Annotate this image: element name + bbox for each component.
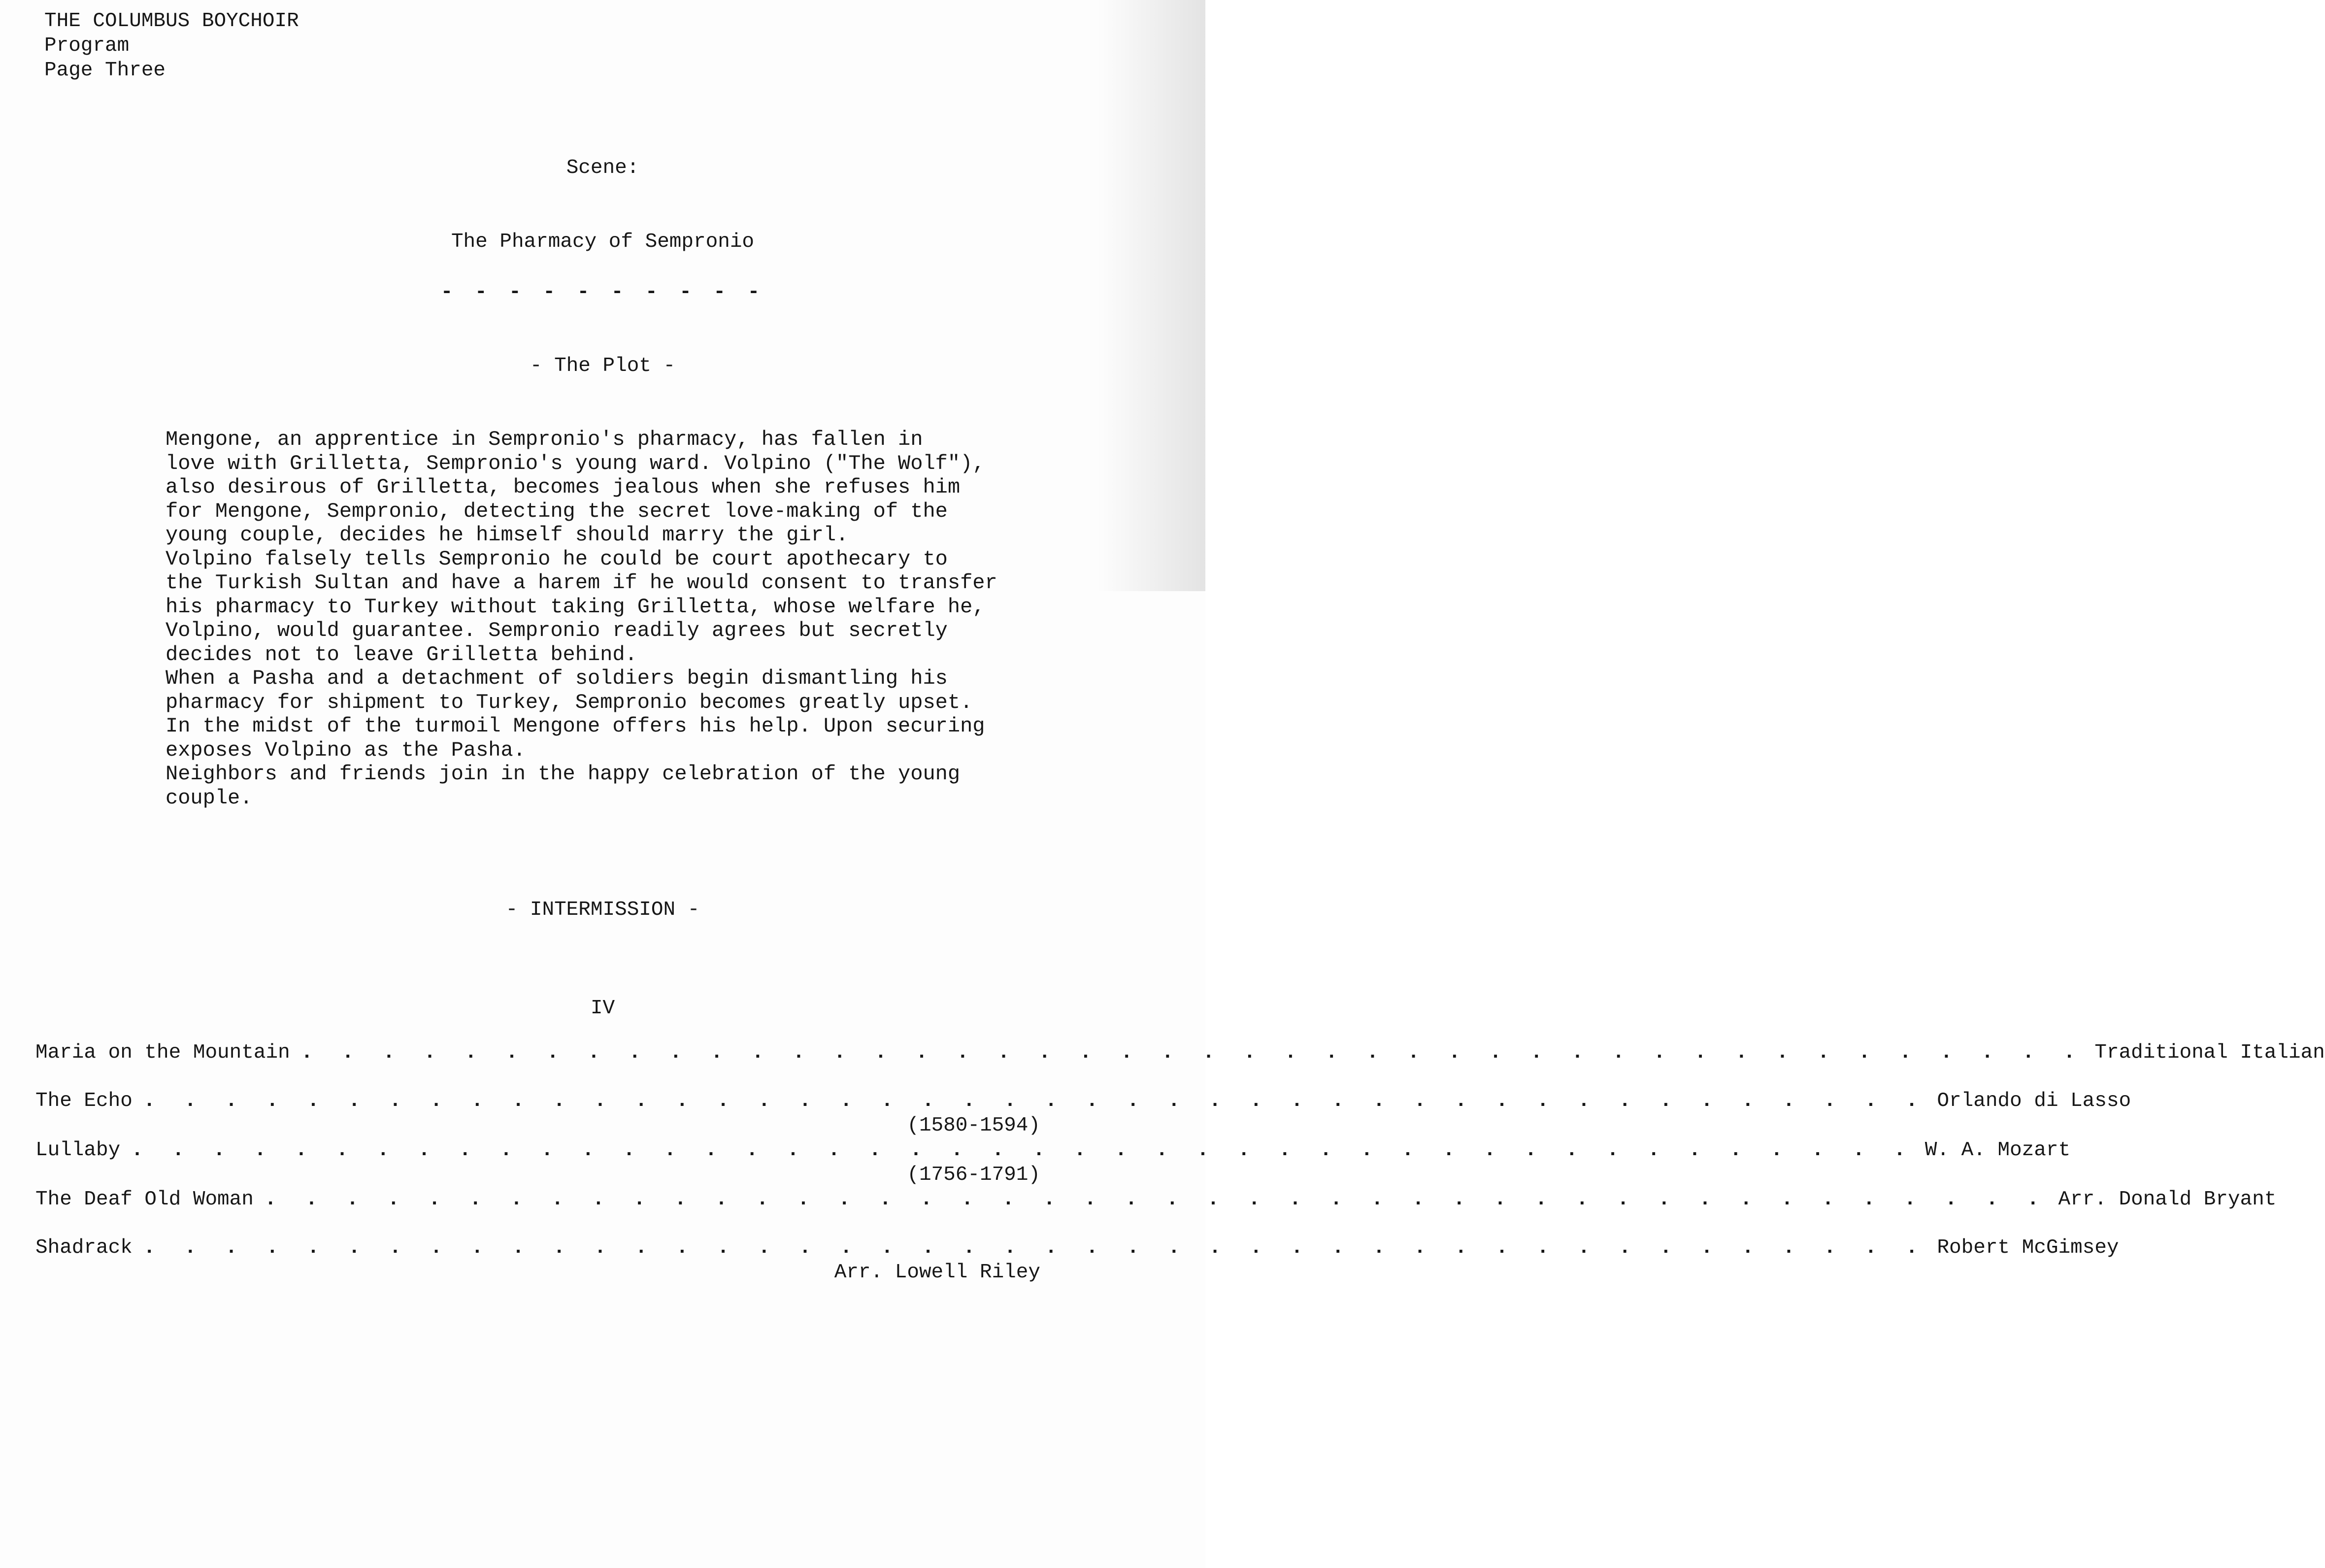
plot-heading: - The Plot - (530, 355, 676, 377)
piece-title: Maria on the Mountain (35, 1041, 290, 1064)
plot-line: love with Grilletta, Sempronio's young ward. Volpino ("The Wolf"), (166, 451, 985, 475)
scene-name: The Pharmacy of Sempronio (451, 231, 755, 253)
piece-composer: Robert McGimsey (1937, 1236, 2119, 1259)
header-page-number: Page Three (44, 59, 166, 82)
header-organization: THE COLUMBUS BOYCHOIR (44, 10, 299, 33)
program-item (35, 1040, 2325, 1065)
plot-line: young couple, decides he himself should marry the girl. (166, 523, 849, 547)
section-number: IV (590, 997, 615, 1020)
page-header (44, 9, 299, 83)
header-document: Program (44, 34, 130, 57)
plot-line: In the midst of the turmoil Mengone offers his help. Upon securing (166, 714, 985, 738)
dot-leader: . . . . . . . . . . . . . . . . . . . . . . . . . . . . . . . . . . . . . . . . . . . . (143, 1090, 1926, 1112)
plot-line: When a Pasha and a detachment of soldiers begin dismantling his (166, 667, 948, 690)
piece-composer: Orlando di Lasso (1937, 1090, 2131, 1112)
piece-title: The Deaf Old Woman (35, 1188, 254, 1211)
program-list (35, 1040, 2325, 1285)
dot-leader: . . . . . . . . . . . . . . . . . . . . . . . . . . . . . . . . . . . . . . . . . . . . (300, 1041, 2084, 1064)
plot-line: couple. (166, 786, 253, 810)
piece-dates: (1756-1791) (907, 1164, 1040, 1186)
plot-line: decides not to leave Grilletta behind. (166, 642, 637, 667)
plot-line: for Mengone, Sempronio, detecting the secret love-making of the (166, 499, 948, 523)
piece-composer: Arr. Donald Bryant (2058, 1188, 2277, 1211)
piece-composer: Traditional Italian (2094, 1041, 2325, 1064)
section-divider: - - - - - - - - - - (440, 281, 765, 303)
program-item (35, 1187, 2277, 1212)
plot-line: Mengone, an apprentice in Sempronio's pharmacy, has fallen in (166, 428, 923, 451)
plot-line: the Turkish Sultan and have a harem if he would consent to transfer (166, 571, 997, 595)
piece-arranger: Arr. Lowell Riley (834, 1261, 1040, 1284)
piece-title: The Echo (35, 1090, 133, 1112)
plot-line: Neighbors and friends join in the happy celebration of the young (166, 762, 961, 786)
plot-line: also desirous of Grilletta, becomes jealous when she refuses him (166, 475, 961, 499)
intermission-heading: - INTERMISSION - (505, 899, 700, 921)
dot-leader: . . . . . . . . . . . . . . . . . . . . . . . . . . . . . . . . . . . . . . . . . . . . (264, 1188, 2048, 1211)
plot-line: Volpino falsely tells Sempronio he could be court apothecary to (166, 547, 948, 571)
piece-composer: W. A. Mozart (1925, 1139, 2071, 1162)
dot-leader: . . . . . . . . . . . . . . . . . . . . . . . . . . . . . . . . . . . . . . . . . . . . (143, 1236, 1926, 1259)
plot-line: pharmacy for shipment to Turkey, Sempronio becomes greatly upset. (166, 690, 973, 714)
plot-line: exposes Volpino as the Pasha. (166, 738, 526, 762)
dot-leader: . . . . . . . . . . . . . . . . . . . . . . . . . . . . . . . . . . . . . . . . . . . . (131, 1139, 1914, 1162)
piece-title: Lullaby (35, 1139, 121, 1162)
program-item (35, 1089, 2131, 1113)
program-item (35, 1138, 2071, 1163)
piece-title: Shadrack (35, 1236, 133, 1259)
plot-body (166, 428, 1052, 810)
plot-line: Volpino, would guarantee. Sempronio readily agrees but secretly (166, 619, 948, 642)
plot-line: his pharmacy to Turkey without taking Grilletta, whose welfare he, (166, 595, 985, 619)
program-item (35, 1235, 2119, 1260)
piece-dates: (1580-1594) (907, 1114, 1040, 1137)
scene-label: Scene: (566, 157, 639, 179)
